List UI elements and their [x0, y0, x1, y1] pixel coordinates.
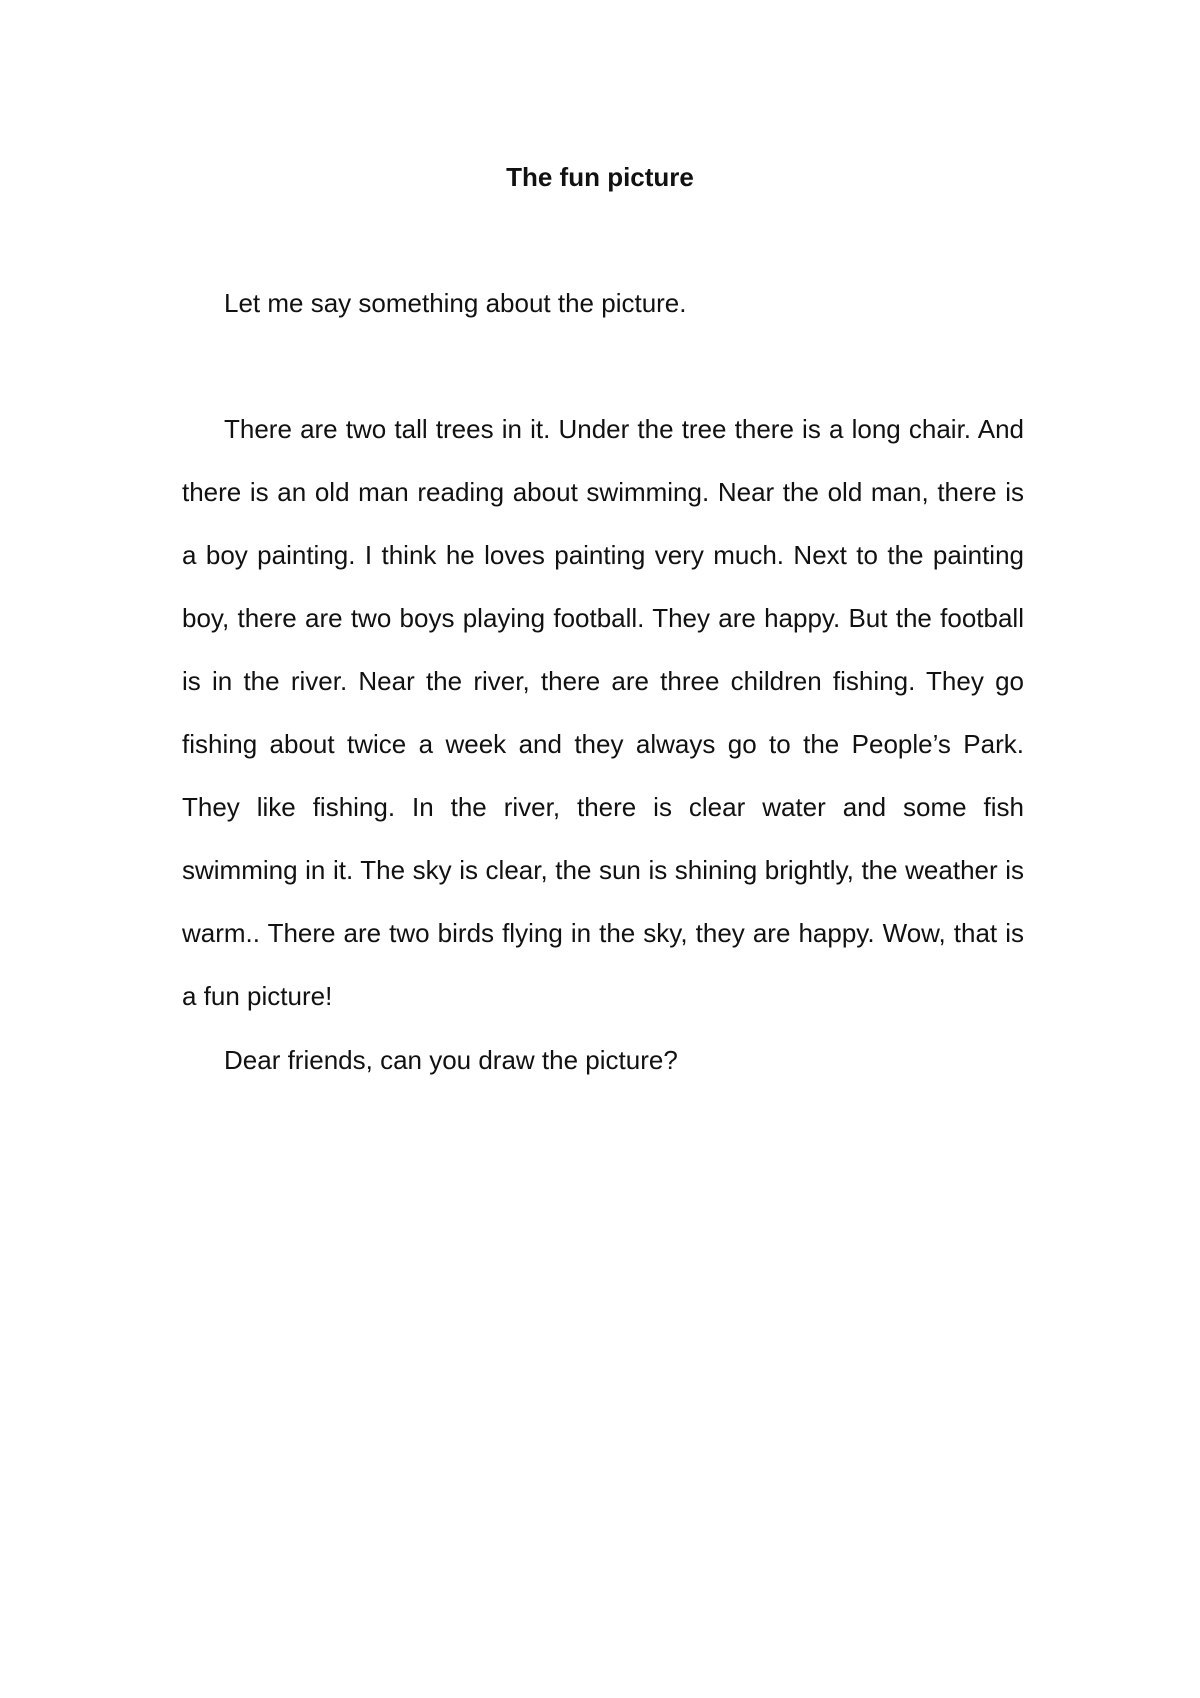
paragraph-closing: Dear friends, can you draw the picture? [224, 1045, 678, 1075]
paragraph-intro: Let me say something about the picture. [224, 288, 687, 318]
paragraph-description: There are two tall trees in it. Under the tree there is a long chair. And there is an old man reading about swimming. Near the old man, there is a boy painting. I think he loves painting very much. Next to the painting boy, there are two boys playing football. They are happy. But the football is in the river. Near the river, there are three children fishing. They go fishing about twice a week and they always go to the People’s Park. They like fishing. In the river, there is clear water and some fish swimming in it. The sky is clear, the sun is shining brightly, the weather is warm.. There are two birds flying in the sky, they are happy. Wow, that is a fun picture! [182, 414, 1024, 1011]
document-title: The fun picture [506, 162, 694, 192]
